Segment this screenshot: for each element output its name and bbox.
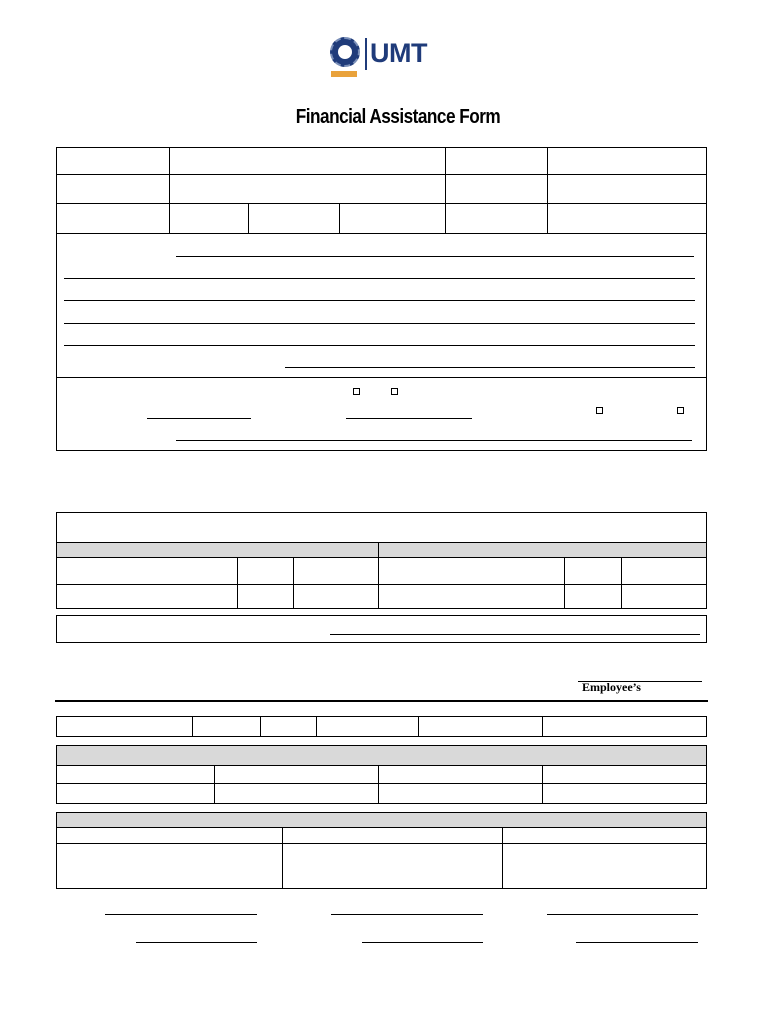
date-line-2[interactable] (362, 942, 483, 943)
purpose-line-3[interactable] (64, 300, 695, 301)
approval-header-row (57, 746, 706, 765)
field-line-b[interactable] (346, 418, 472, 419)
logo-text: UMT (370, 38, 427, 68)
signature-line-3[interactable] (547, 914, 698, 915)
amount-line[interactable] (285, 367, 695, 368)
remarks-line[interactable] (176, 440, 692, 441)
seal-icon (330, 37, 360, 67)
history-header-row (57, 542, 706, 557)
employee-signature-label: Employee’s (582, 680, 641, 694)
date-line-3[interactable] (576, 942, 698, 943)
history-table (56, 512, 707, 609)
signature-line-1[interactable] (105, 914, 257, 915)
checkbox-no[interactable] (391, 388, 398, 395)
form-title: Financial Assistance Form (295, 106, 501, 128)
office-use-table (56, 716, 707, 737)
purpose-line-5[interactable] (64, 345, 695, 346)
purpose-line-4[interactable] (64, 323, 695, 324)
personal-info-table (56, 147, 707, 451)
signature-line-2[interactable] (331, 914, 483, 915)
checkbox-option-2[interactable] (677, 407, 684, 414)
purpose-line-2[interactable] (64, 278, 695, 279)
logo-est-band (331, 71, 357, 77)
umt-logo (328, 35, 438, 79)
logo-divider (365, 38, 367, 70)
history-total-line[interactable] (330, 634, 700, 635)
purpose-line-1[interactable] (176, 256, 694, 257)
history-total-box (56, 615, 707, 643)
field-line-a[interactable] (147, 418, 251, 419)
recommendation-header-row (57, 813, 706, 827)
section-divider (55, 700, 708, 702)
date-line-1[interactable] (136, 942, 257, 943)
checkbox-yes[interactable] (353, 388, 360, 395)
checkbox-option-1[interactable] (596, 407, 603, 414)
